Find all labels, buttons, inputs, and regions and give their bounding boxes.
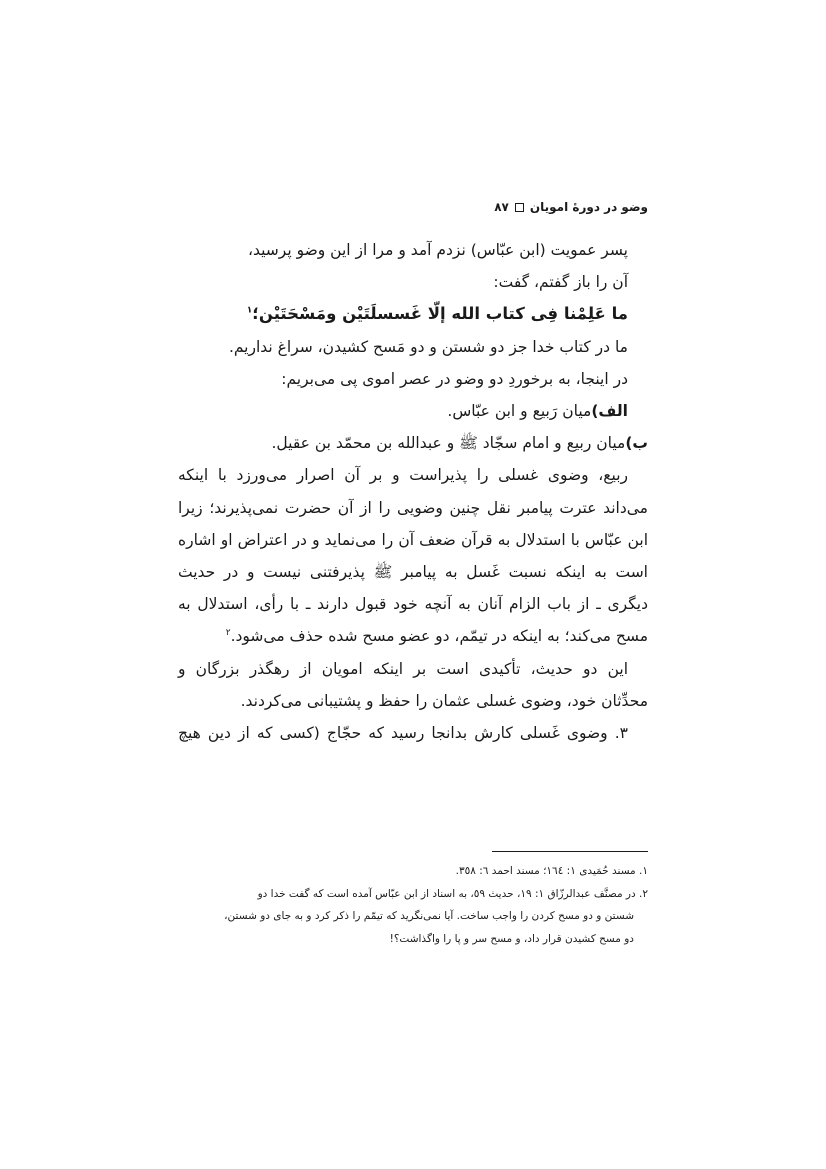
chapter-title: وضو در دورهٔ امویان [529,200,648,214]
paragraph-line [178,620,648,652]
square-separator-icon [515,203,524,212]
arabic-quote [178,298,648,330]
footnote-1: ۱. مسند حُمَیدی ۱: ۱٦٤؛ مسند احمد ٦: ۳٥۸. [455,865,648,877]
paragraph-line: دیگری ـ از باب الزام آنان به آنچه خود قبول دارند ـ با رأی، استدلال به [178,595,648,614]
footnote-2-continued: شستن و دو مسح کردن را واجب ساخت. آیا نمی‌نگرید که تیمّم را ذکر کرد و به جای دو شستن، [224,910,634,922]
paragraph-line: ربیع، وضوی غسلی را پذیراست و بر آن اصرار می‌ورزد با اینکه [178,466,628,485]
footnote-marker: ۲ [225,628,231,639]
footnote-2: ۲. در مصنَّف عبدالرزّاق ۱: ۱۹، حدیث ٥۹، به اسناد از ابن عبّاس آمده است که گفت خدا دو [257,887,648,900]
list-marker: ب) [625,434,648,453]
paragraph-text: مسح می‌کند؛ به اینکه در تیمّم، دو عضو مسح شده حذف می‌شود. [230,627,648,646]
list-item-text: میان رَبیع و ابن عبّاس. [447,402,592,421]
footnote-marker: ۱ [246,305,253,316]
paragraph-line: ابن عبّاس با استدلال به قرآن ضعف آن را می‌نماید و در اعتراض او اشاره [178,530,648,549]
main-text [178,234,648,749]
list-item-alef [178,395,648,427]
footnote-divider [492,851,648,852]
paragraph-line: است به اینکه نسبت غَسل به پیامبر ﷺ پذیرفتنی نیست و در حدیث [178,563,648,582]
text-line: در اینجا، به برخوردِ دو وضو در عصر اموی پی می‌بریم: [281,369,628,388]
quote-text: ما عَلِمْنا فِی کتاب الله إلّا غَسسلَتَیْن ومَسْحَتَیْن؛ [252,304,628,324]
list-marker: الف) [591,402,628,421]
list-item-text: میان ربیع و امام سجّاد ﷺ و عبدالله بن محمّد بن عقیل. [271,434,626,453]
paragraph-line: ۳. وضوی غَسلی کارش بدانجا رسید که حجّاج (کسی که از دین هیچ [178,724,628,743]
text-line: پسر عمویت (ابن عبّاس) نزدم آمد و مرا از این وضو پرسید، [247,241,628,259]
paragraph-line: محدِّثان خود، وضوی غسلی عثمان را حفظ و پشتیبانی می‌کردند. [240,691,648,710]
paragraph-line: می‌داند عترت پیامبر نقل چنین وضویی را از آن حضرت نمی‌پذیرند؛ زیرا [178,498,648,517]
quote-translation: ما در کتاب خدا جز دو شستن و دو مَسح کشیدن، سراغ نداریم. [228,337,628,356]
text-line: آن را باز گفتم، گفت: [493,273,628,292]
page-number: ۸۷ [494,200,509,214]
list-item-be [178,427,648,459]
running-header [494,200,648,214]
footnotes [178,860,648,950]
paragraph-line: این دو حدیث، تأکیدی است بر اینکه امویان از رهگذر بزرگان و [178,659,628,678]
footnote-2-continued: دو مسح کشیدن قرار داد، و مسح سر و پا را واگذاشت؟! [389,932,634,945]
